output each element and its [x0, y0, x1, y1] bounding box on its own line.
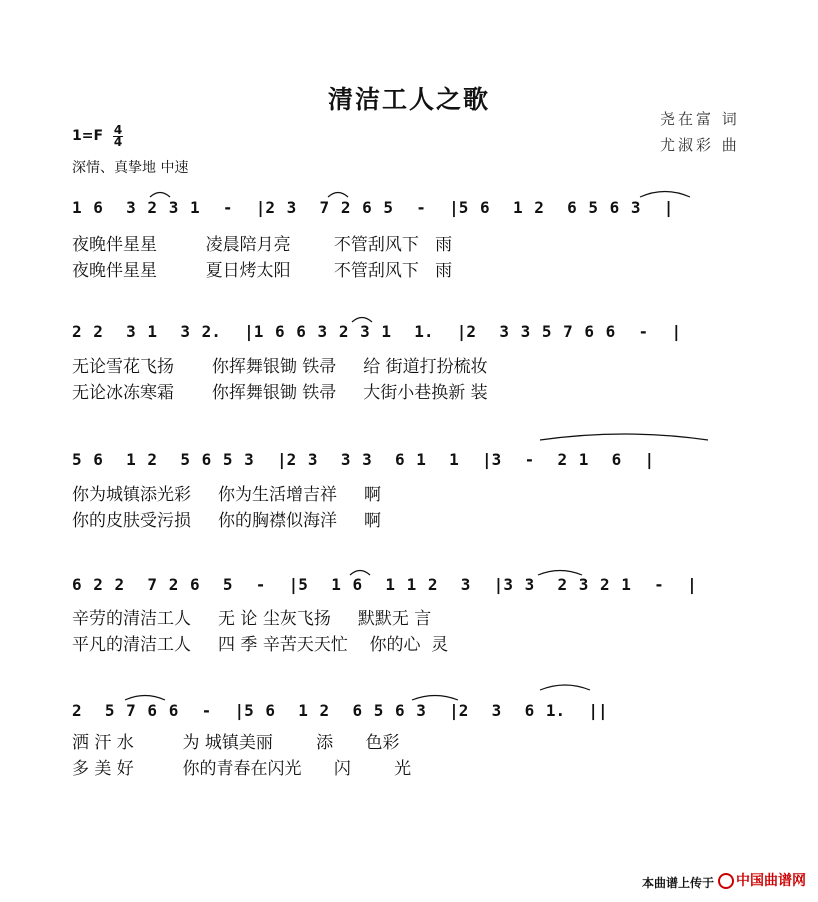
key-signature: 1=F — [72, 128, 104, 144]
site-name: 中国曲谱网 — [736, 873, 806, 889]
lyrics-line-2-verse-1: 无论雪花飞扬 你挥舞银锄 铁帚 给 街道打扮梳妆 — [72, 357, 488, 377]
lyrics-line-3-verse-1: 你为城镇添光彩 你为生活增吉祥 啊 — [72, 485, 382, 505]
lyrics-line-5-verse-1: 洒 汗 水 为 城镇美丽 添 色彩 — [72, 733, 400, 753]
notes-line-1: 1 6 3 2 3 1 - |2 3 7 2 6 5 - |5 6 1 2 6 5 6 3 | — [72, 198, 674, 217]
notes-line-3: 5 6 1 2 5 6 5 3 |2 3 3 3 6 1 1 |3 - 2 1 6 | — [72, 450, 655, 469]
logo-icon — [718, 873, 734, 889]
notes-line-4: 6 2 2 7 2 6 5 - |5 1 6 1 1 2 3 |3 3 2 3 2 1 - | — [72, 575, 697, 594]
time-signature-bottom: 4 — [113, 135, 123, 149]
lyrics-line-4-verse-2: 平凡的清洁工人 四 季 辛苦天天忙 你的心 灵 — [72, 635, 449, 655]
footer-label: 本曲谱上传于 — [642, 876, 715, 890]
song-title: 清洁工人之歌 — [327, 85, 490, 114]
lyrics-line-5-verse-2: 多 美 好 你的青春在闪光 闪 光 — [72, 759, 412, 779]
time-signature-top: 4 — [113, 123, 123, 137]
tie — [540, 434, 708, 440]
slur — [328, 193, 348, 198]
notes-line-5: 2 5 7 6 6 - |5 6 1 2 6 5 6 3 |2 3 6 1. || — [72, 701, 608, 720]
lyrics-line-3-verse-2: 你的皮肤受污损 你的胸襟似海洋 啊 — [72, 511, 382, 531]
lyrics-line-1-verse-2: 夜晚伴星星 夏日烤太阳 不管刮风下 雨 — [72, 261, 453, 281]
slur — [640, 192, 690, 198]
composer-credit: 尤淑彩 曲 — [660, 136, 740, 154]
site-logo[interactable] — [718, 870, 806, 890]
lyrics-line-1-verse-1: 夜晚伴星星 凌晨陪月亮 不管刮风下 雨 — [72, 235, 453, 255]
slur — [352, 318, 372, 323]
slur — [412, 696, 458, 701]
slur — [125, 696, 165, 701]
slur — [538, 571, 582, 576]
lyrics-line-4-verse-1: 辛劳的清洁工人 无 论 尘灰飞扬 默默无 言 — [72, 609, 432, 629]
lyricist-credit: 尧在富 词 — [660, 110, 740, 128]
tempo-marking: 深情、真挚地 中速 — [72, 160, 189, 176]
slur — [150, 193, 170, 198]
tie — [540, 685, 590, 690]
lyrics-line-2-verse-2: 无论冰冻寒霜 你挥舞银锄 铁帚 大街小巷换新 装 — [72, 383, 488, 403]
slur — [350, 571, 370, 576]
notes-line-2: 2 2 3 1 3 2. |1 6 6 3 2 3 1 1. |2 3 3 5 7 6 6 - | — [72, 322, 682, 341]
